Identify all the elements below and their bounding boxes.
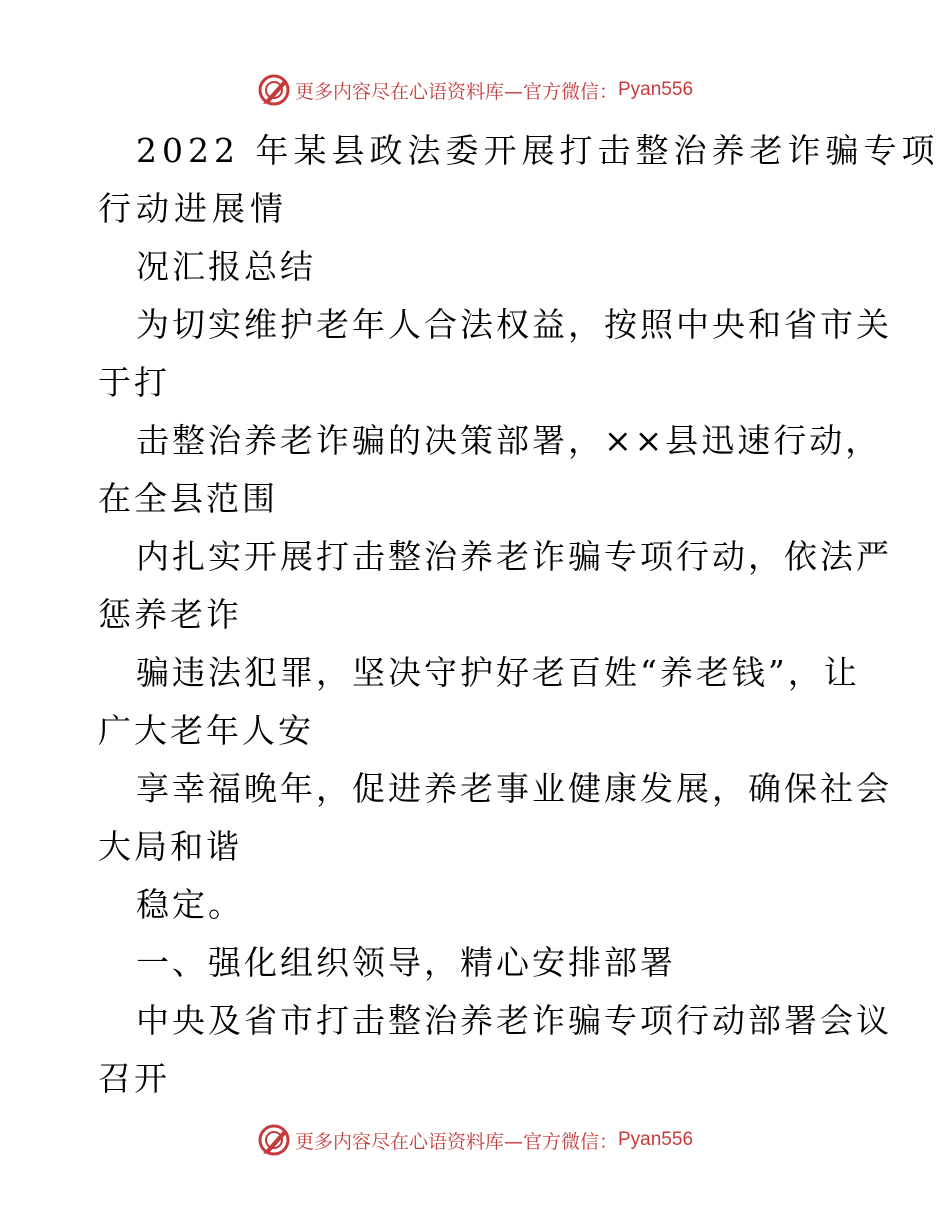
body-line: 广大老年人安	[98, 711, 314, 750]
body-line: 内扎实开展打击整治养老诈骗专项行动，依法严	[136, 537, 892, 576]
header-watermark	[0, 70, 950, 110]
body-line: 骗违法犯罪，坚决守护好老百姓“养老钱”，让	[136, 653, 860, 692]
body-line: 享幸福晚年，促进养老事业健康发展，确保社会	[136, 769, 892, 808]
body-line: 中央及省市打击整治养老诈骗专项行动部署会议	[136, 1001, 892, 1040]
document-title-line-1: 2022 年某县政法委开展打击整治养老诈骗专项	[136, 131, 940, 170]
document-body	[98, 122, 940, 1108]
body-line: 稳定。	[136, 885, 244, 924]
document-title-line-2: 行动进展情	[98, 189, 288, 228]
body-line: 在全县范围	[98, 479, 278, 518]
body-line: 况汇报总结	[136, 247, 316, 286]
watermark-account: Pyan556	[618, 79, 694, 100]
watermark-text: 更多内容尽在心语资料库—官方微信：	[294, 1130, 618, 1153]
body-line: 大局和谐	[98, 827, 242, 866]
watermark-text: 更多内容尽在心语资料库—官方微信：	[294, 80, 618, 103]
body-line: 惩养老诈	[98, 595, 242, 634]
body-line: 击整治养老诈骗的决策部署，××县迅速行动，	[136, 421, 882, 460]
body-line: 召开	[98, 1059, 170, 1098]
pen-logo-icon	[257, 1123, 291, 1157]
pen-logo-icon	[257, 73, 291, 107]
body-line: 为切实维护老年人合法权益，按照中央和省市关	[136, 305, 892, 344]
footer-watermark	[0, 1120, 950, 1160]
body-line: 于打	[98, 363, 170, 402]
section-heading: 一、强化组织领导，精心安排部署	[136, 943, 676, 982]
watermark-account: Pyan556	[618, 1129, 694, 1150]
